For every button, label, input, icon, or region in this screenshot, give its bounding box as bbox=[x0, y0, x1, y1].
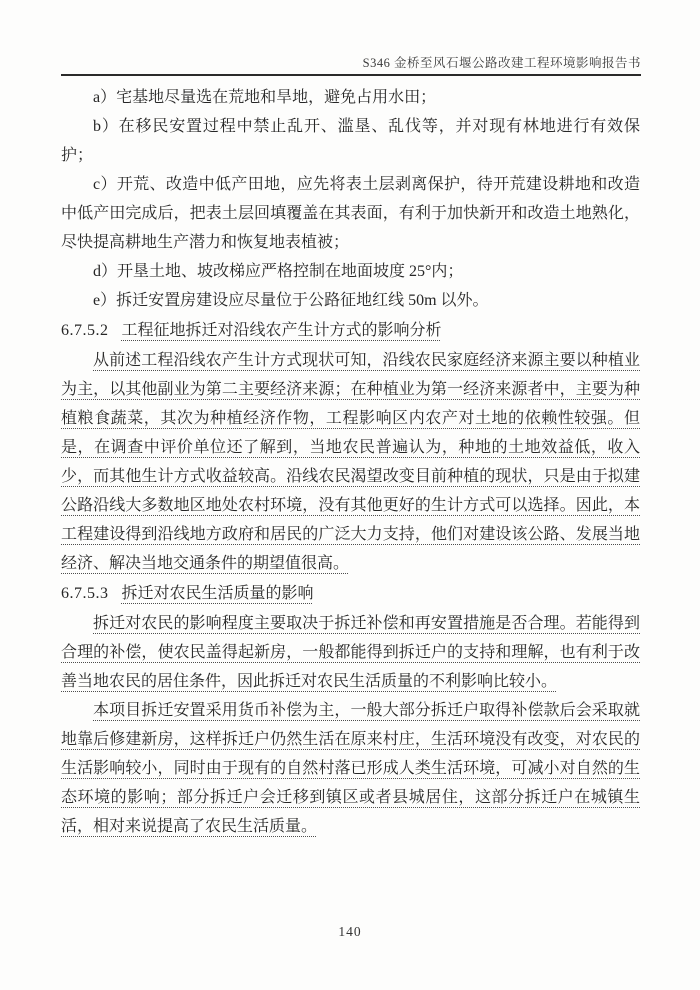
content bbox=[61, 83, 640, 841]
paragraph: 从前述工程沿线农产生计方式现状可知，沿线农民家庭经济来源主要以种植业为主，以其他副业为第二主要经济来源；在种植业为第一经济来源者中，主要为种植粮食蔬菜，其次为种植经济作物，工程影响区内农产对土地的依赖性较强。但是，在调查中评价单位还了解到，当地农民普遍认为，种地的土地效益低，收入少，而其他生计方式收益较高。沿线农民渴望改变目前种植的现状，只是由于拟建公路沿线大多数地区地处农村环境，没有其他更好的生计方式可以选择。因此，本工程建设得到沿线地方政府和居民的广泛大力支持，他们对建设该公路、发展当地经济、解决当地交通条件的期望值很高。 bbox=[61, 352, 640, 572]
page-number: 140 bbox=[338, 924, 362, 939]
list-item: c）开荒、改造中低产田地，应先将表土层剥离保护，待开荒建设耕地和改造中低产田完成后，把表土层回填覆盖在其表面，有利于加快新开和改造土地熟化，尽快提高耕地生产潜力和恢复地表植被； bbox=[61, 176, 640, 251]
section-number: 6.7.5.2 bbox=[61, 322, 109, 339]
section-title: 工程征地拆迁对沿线农产生计方式的影响分析 bbox=[121, 322, 442, 339]
section-heading bbox=[61, 579, 640, 608]
list-item: d）开垦土地、坡改梯应严格控制在地面坡度 25°内； bbox=[93, 263, 464, 280]
paragraph: 本项目拆迁安置采用货币补偿为主，一般大部分拆迁户取得补偿款后会采取就地靠后修建新房，这样拆迁户仍然生活在原来村庄，生活环境没有改变，对农民的生活影响较小，同时由于现有的自然村落已形成人类生活环境，可减小对自然的生态环境的影响；部分拆迁户会迁移到镇区或者县城居住，这部分拆迁户在城镇生活，相对来说提高了农民生活质量。 bbox=[61, 702, 640, 835]
list-item: b）在移民安置过程中禁止乱开、滥垦、乱伐等，并对现有林地进行有效保护； bbox=[61, 118, 640, 164]
section-number: 6.7.5.3 bbox=[61, 585, 109, 602]
header-rule bbox=[61, 74, 641, 76]
page-header-title: S346 金桥至风石堰公路改建工程环境影响报告书 bbox=[362, 56, 641, 70]
paragraph: 拆迁对农民的影响程度主要取决于拆迁补偿和再安置措施是否合理。若能得到合理的补偿，使农民盖得起新房，一般都能得到拆迁户的支持和理解，也有利于改善当地农民的居住条件，因此拆迁对农民生活质量的不利影响比较小。 bbox=[61, 615, 640, 690]
list-item: a）宅基地尽量选在荒地和旱地，避免占用水田； bbox=[93, 89, 437, 106]
list-item: e）拆迁安置房建设应尽量位于公路征地红线 50m 以外。 bbox=[93, 292, 489, 309]
section-heading bbox=[61, 316, 640, 345]
section-title: 拆迁对农民生活质量的影响 bbox=[121, 585, 314, 602]
